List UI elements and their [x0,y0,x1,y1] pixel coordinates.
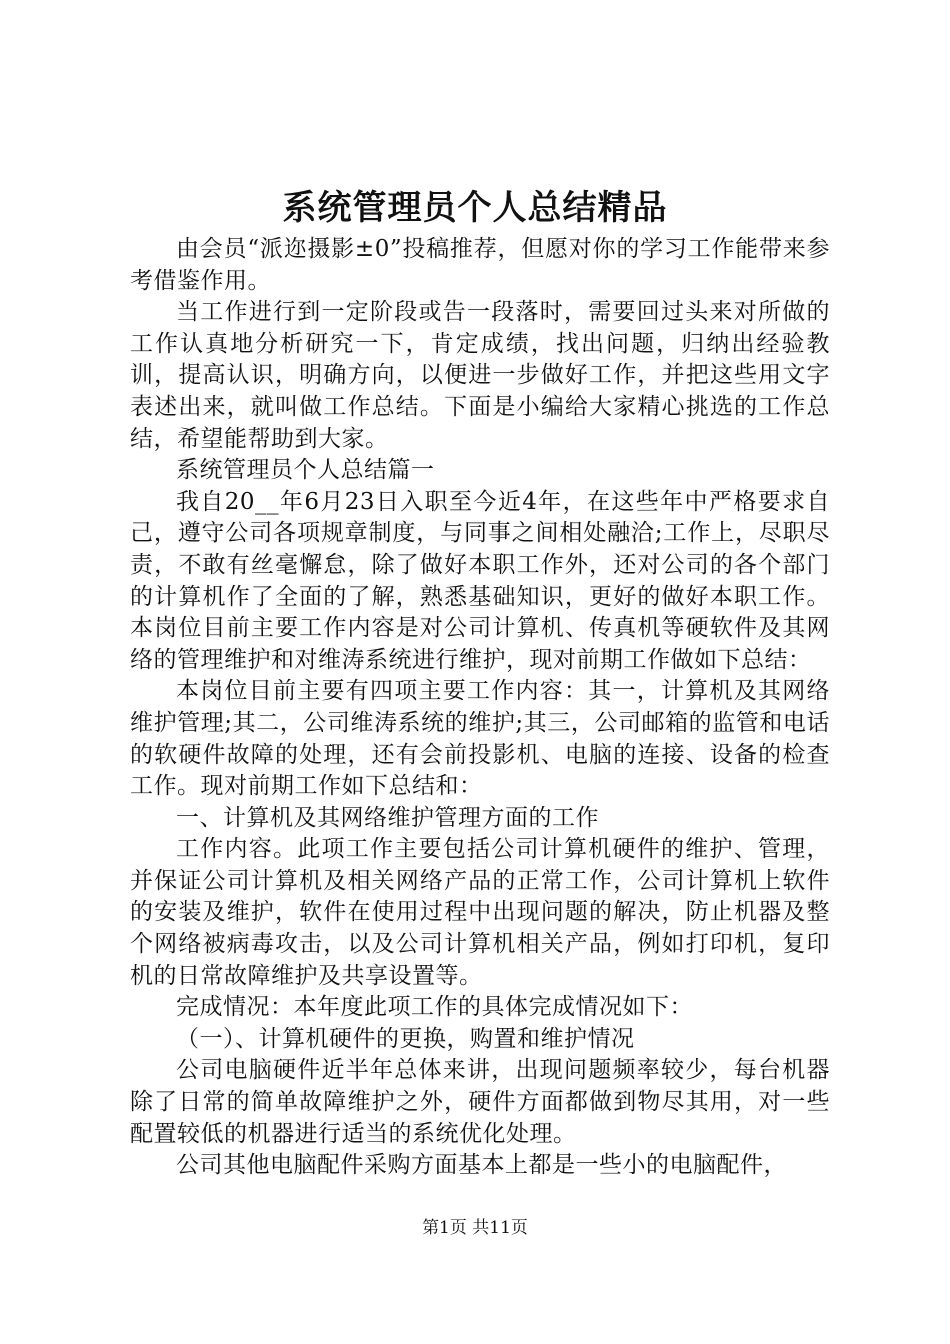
section-heading: 系统管理员个人总结篇一 [176,457,435,484]
paragraph: 本岗位目前主要有四项主要工作内容：其一，计算机及其网络维护管理;其二，公司维涛系统的维护;其三，公司邮箱的监管和电话的软硬件故障的处理，还有会前投影机、电脑的连接、设备的检查工作。现对前期工作如下总结和： [130,678,830,800]
paragraph: 公司其他电脑配件采购方面基本上都是一些小的电脑配件， [176,1152,787,1179]
paragraph: 公司电脑硬件近半年总体来讲，出现问题频率较少，每台机器除了日常的简单故障维护之外，硬件方面都做到物尽其用，对一些配置较低的机器进行适当的系统优化处理。 [130,1057,830,1147]
document-title: 系统管理员个人总结精品 [282,188,668,228]
subsection-heading: （一）、计算机硬件的更换，购置和维护情况 [176,1025,635,1052]
section-heading: 一、计算机及其网络维护管理方面的工作 [176,804,599,831]
page-footer: 第1页 共11页 [422,1218,528,1238]
paragraph: 工作内容。此项工作主要包括公司计算机硬件的维护、管理，并保证公司计算机及相关网络产品的正常工作，公司计算机上软件的安装及维护，软件在使用过程中出现问题的解决，防止机器及整个网络被病毒攻击，以及公司计算机相关产品，例如打印机，复印机的日常故障维护及共享设置等。 [130,836,830,989]
paragraph: 由会员“派迩摄影±0”投稿推荐，但愿对你的学习工作能带来参考借鉴作用。 [130,236,830,294]
paragraph: 完成情况：本年度此项工作的具体完成情况如下： [176,994,693,1021]
document-body [130,234,830,1182]
paragraph: 我自20__年6月23日入职至今近4年，在这些年中严格要求自己，遵守公司各项规章制度，与同事之间相处融洽;工作上，尽职尽责，不敢有丝毫懈怠，除了做好本职工作外，还对公司的各个部门的计算机作了全面的了解，熟悉基础知识，更好的做好本职工作。本岗位目前主要工作内容是对公司计算机、传真机等硬软件及其网络的管理维护和对维涛系统进行维护，现对前期工作做如下总结： [130,488,830,673]
paragraph: 当工作进行到一定阶段或告一段落时，需要回过头来对所做的工作认真地分析研究一下，肯定成绩，找出问题，归纳出经验教训，提高认识，明确方向，以便进一步做好工作，并把这些用文字表述出来，就叫做工作总结。下面是小编给大家精心挑选的工作总结，希望能帮助到大家。 [130,299,830,452]
